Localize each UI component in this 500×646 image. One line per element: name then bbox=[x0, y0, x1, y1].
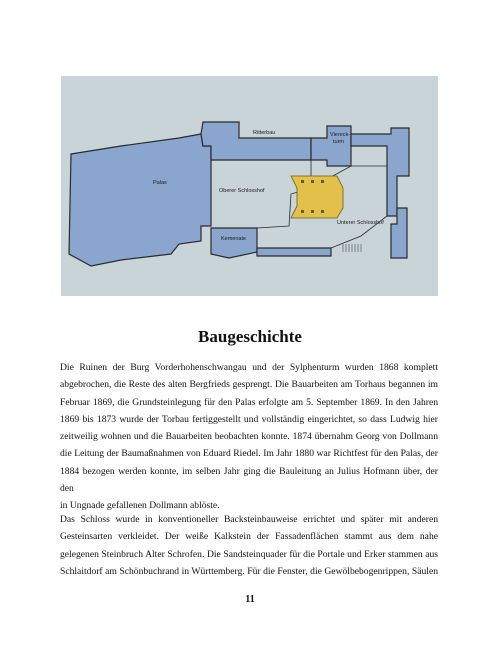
northeast-corner-tower bbox=[351, 128, 409, 216]
text-line: Februar 1869, die Grundsteinlegung für den Palas erfolgte am 5. September 1869. In den Jahren bbox=[60, 396, 438, 408]
label-kemenate: Kemenate bbox=[221, 236, 247, 242]
chapel-foundation bbox=[291, 176, 343, 218]
label-ritterbau: Ritterbau bbox=[253, 130, 276, 136]
text-line: Die Ruinen der Burg Vorderhohenschwangau und der Sylphenturm wurden 1868 komplett bbox=[60, 362, 438, 373]
page-number: 11 bbox=[245, 594, 255, 605]
text-line: Gesteinsarten verkleidet. Der weiße Kalkstein der Fassadenflächen stammt aus dem nahe bbox=[60, 531, 438, 543]
kemenate-wing bbox=[211, 228, 257, 258]
text-line: 1869 bis 1873 wurde der Torbau fertiggestellt und vollständig eingerichtet, so dass Ludwig hier bbox=[60, 413, 438, 425]
label-unterer-schlosshof: Unterer Schlosshof bbox=[337, 220, 384, 226]
ritterbau-wing bbox=[201, 122, 311, 160]
stairs bbox=[343, 244, 361, 252]
text-line: in Ungnade gefallenen Dollmann ablöste. bbox=[60, 500, 220, 512]
text-line: die Leitung der Baumaßnahmen von Eduard Riedel. Im Jahr 1880 war Richtfest für den Palas, der bbox=[60, 448, 438, 460]
text-line: Das Schloss wurde in konventioneller Backsteinbauweise errichtet und später mit anderen bbox=[60, 514, 438, 525]
label-oberer-schlosshof: Oberer Schlosshof bbox=[219, 188, 265, 194]
palas-wing bbox=[69, 134, 211, 266]
text-line: gelegenen Steinbruch Alter Schrofen. Die Sandsteinquader für die Portale und Erker stammen aus bbox=[60, 548, 438, 560]
south-wall bbox=[257, 248, 331, 256]
label-viereckturm-line2: turm bbox=[333, 139, 344, 145]
paragraph-building-materials bbox=[60, 511, 438, 580]
section-heading: Baugeschichte bbox=[198, 327, 302, 346]
text-line: zeitweilig wohnen und die Bauarbeiten beobachten konnte. 1874 übernahm Georg von Dollmann bbox=[60, 431, 438, 443]
paragraph-construction-history bbox=[60, 359, 438, 515]
label-palas: Palas bbox=[153, 180, 167, 186]
floor-plan-figure bbox=[61, 76, 438, 296]
text-line: 1884 bezogen werden konnte, im selben Jahr ging die Bauleitung an Julius Hofmann über, der den bbox=[60, 465, 438, 495]
label-viereckturm-line1: Viereck- bbox=[330, 132, 351, 138]
floor-plan-drawing bbox=[61, 76, 438, 296]
text-line: abgebrochen, die Reste des alten Bergfrieds gesprengt. Die Bauarbeiten am Torhaus begannen im bbox=[60, 379, 438, 391]
text-line: Schlaitdorf am Schönbuchrand in Württemberg. Für die Fenster, die Gewölbebogenrippen, Säulen bbox=[60, 565, 438, 577]
